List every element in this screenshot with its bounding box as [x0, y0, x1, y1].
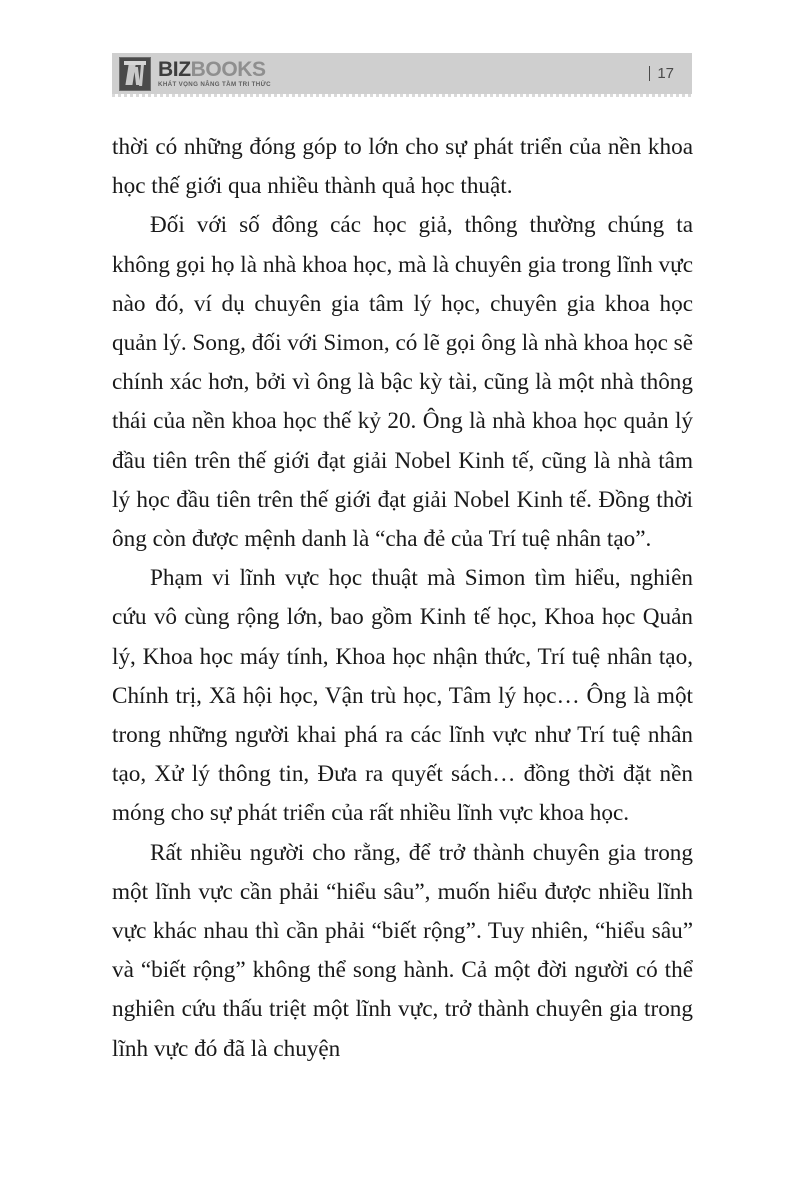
body-paragraph: Đối với số đông các học giả, thông thường chúng ta không gọi họ là nhà khoa học, mà là chuyên gia trong lĩnh vực nào đó, ví dụ chuyên gia tâm lý học, chuyên gia khoa học quản lý. Song, đối với Simon, có lẽ gọi ông là nhà khoa học sẽ chính xác hơn, bởi vì ông là bậc kỳ tài, cũng là một nhà thông thái của nền khoa học thế kỷ 20. Ông là nhà khoa học quản lý đầu tiên trên thế giới đạt giải Nobel Kinh tế, cũng là nhà tâm lý học đầu tiên trên thế giới đạt giải Nobel Kinh tế. Đồng thời ông còn được mệnh danh là “cha đẻ của Trí tuệ nhân tạo”. — [112, 212, 693, 553]
page-number — [649, 65, 674, 82]
bizbooks-emblem-icon — [119, 57, 151, 91]
page-header-band — [112, 53, 692, 94]
body-paragraph: thời có những đóng góp to lớn cho sự phát triển của nền khoa học thế giới qua nhiều thành quả học thuật. — [112, 134, 693, 200]
emblem-figure — [126, 65, 144, 87]
logo-word-primary: BIZ — [158, 57, 191, 81]
body-paragraph: Rất nhiều người cho rằng, để trở thành chuyên gia trong một lĩnh vực cần phải “hiểu sâu”, muốn hiểu được nhiều lĩnh vực khác nhau thì cần phải “biết rộng”. Tuy nhiên, “hiểu sâu” và “biết rộng” không thể song hành. Cả một đời người có thể nghiên cứu thấu triệt một lĩnh vực, trở thành chuyên gia trong lĩnh vực đó đã là chuyện — [112, 839, 693, 1062]
body-paragraph: Phạm vi lĩnh vực học thuật mà Simon tìm hiểu, nghiên cứu vô cùng rộng lớn, bao gồm Kinh tế học, Khoa học Quản lý, Khoa học máy tính, Khoa học nhận thức, Trí tuệ nhân tạo, Chính trị, Xã hội học, Vận trù học, Tâm lý học… Ông là một trong những người khai phá ra các lĩnh vực như Trí tuệ nhân tạo, Xử lý thông tin, Đưa ra quyết sách… đồng thời đặt nền móng cho sự phát triển của rất nhiều lĩnh vực khoa học. — [112, 565, 693, 827]
logo-wordmark-text — [158, 59, 271, 80]
logo-wordmark — [158, 59, 271, 88]
logo-tagline: KHÁT VỌNG NÂNG TẦM TRI THỨC — [158, 80, 271, 88]
page-number-value: 17 — [657, 65, 674, 82]
logo-word-secondary: BOOKS — [190, 57, 266, 81]
page-body — [112, 128, 693, 1069]
bizbooks-logo — [119, 57, 271, 91]
page-number-divider — [649, 66, 650, 81]
